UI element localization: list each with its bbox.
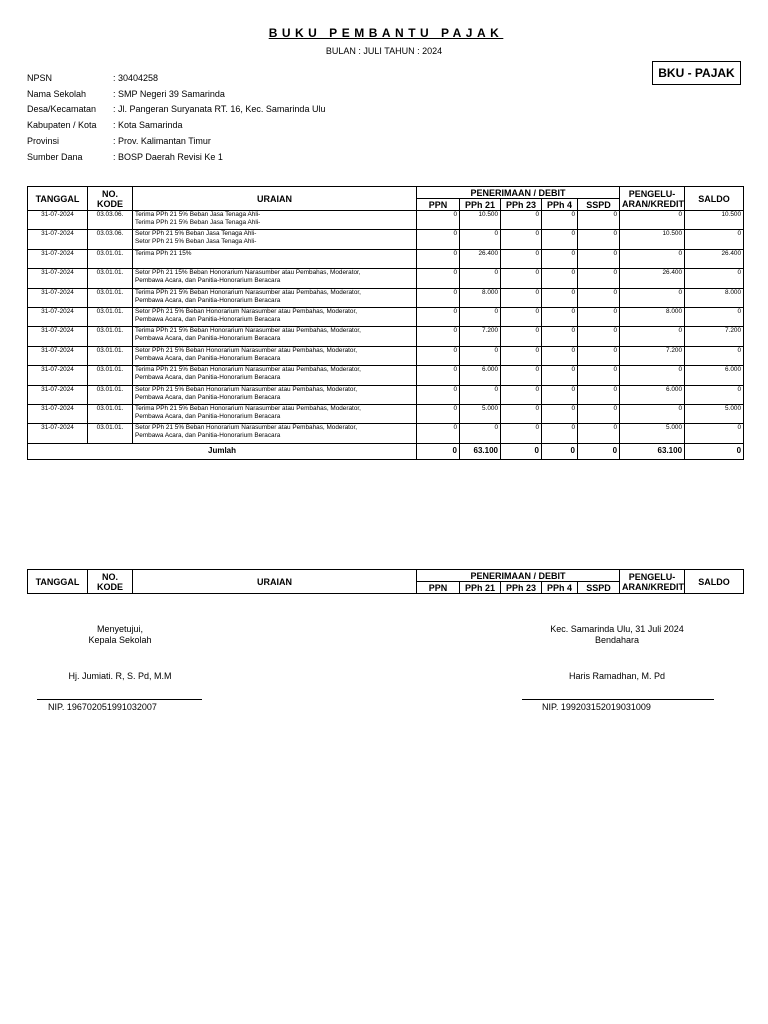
- total-pph4: 0: [542, 443, 578, 459]
- cell-tanggal: 31-07-2024: [28, 307, 88, 326]
- cell-kode: 03.01.01.: [88, 269, 133, 288]
- cell-saldo: 26.400: [685, 249, 744, 268]
- treasurer-nip: NIP. 199203152019031009: [542, 702, 651, 712]
- col-pengeluaran: PENGELU- ARAN/KREDIT: [620, 570, 685, 594]
- cell-uraian: Setor PPh 21 5% Beban Honorarium Narasumber atau Pembahas, Moderator, Pembawa Acara, dan Panitia-Honorarium Beracara: [133, 307, 417, 326]
- table-row: [28, 288, 744, 307]
- treasurer-name: Haris Ramadhan, M. Pd: [568, 671, 666, 681]
- cell-sspd: 0: [578, 307, 620, 326]
- cell-pph4: 0: [542, 327, 578, 346]
- principal-nip: NIP. 196702051991032007: [48, 702, 157, 712]
- info-value: : 30404258: [113, 72, 159, 83]
- col-pph21: PPh 21: [460, 582, 501, 594]
- cell-sspd: 0: [578, 385, 620, 404]
- page-title: BUKU PEMBANTU PAJAK: [268, 26, 504, 40]
- cell-kredit: 0: [620, 249, 685, 268]
- col-pph21: PPh 21: [460, 199, 501, 211]
- cell-pph21: 26.400: [460, 249, 501, 268]
- col-pph4: PPh 4: [542, 199, 578, 211]
- info-label: Kabupaten / Kota: [27, 120, 97, 131]
- cell-pph4: 0: [542, 249, 578, 268]
- cell-tanggal: 31-07-2024: [28, 385, 88, 404]
- table-row: [28, 269, 744, 288]
- col-uraian: URAIAN: [133, 187, 417, 211]
- col-uraian: URAIAN: [133, 570, 417, 594]
- total-kredit: 63.100: [620, 443, 685, 459]
- cell-uraian: Terima PPh 21 5% Beban Honorarium Narasumber atau Pembahas, Moderator, Pembawa Acara, dan Panitia-Honorarium Beracara: [133, 288, 417, 307]
- cell-pph21: 10.500: [460, 211, 501, 230]
- table-row: [28, 385, 744, 404]
- cell-sspd: 0: [578, 211, 620, 230]
- cell-pph23: 0: [501, 424, 542, 443]
- cell-pph23: 0: [501, 385, 542, 404]
- table-row: [28, 249, 744, 268]
- cell-pph4: 0: [542, 307, 578, 326]
- period-subtitle: BULAN : JULI TAHUN : 2024: [325, 46, 443, 56]
- treasurer-block: Kec. Samarinda Ulu, 31 Juli 2024 Bendahara: [550, 624, 684, 645]
- info-label: Desa/Kecamatan: [27, 104, 97, 115]
- cell-kode: 03.01.01.: [88, 307, 133, 326]
- info-row: [27, 133, 325, 149]
- total-label: Jumlah: [28, 443, 417, 459]
- col-pph4: PPh 4: [542, 582, 578, 594]
- cell-pph4: 0: [542, 385, 578, 404]
- cell-tanggal: 31-07-2024: [28, 269, 88, 288]
- info-row: [27, 117, 325, 133]
- empty-ledger-table: [27, 569, 744, 594]
- cell-saldo: 0: [685, 346, 744, 365]
- info-label: Nama Sekolah: [27, 88, 87, 99]
- cell-saldo: 6.000: [685, 366, 744, 385]
- col-pph23: PPh 23: [501, 199, 542, 211]
- cell-ppn: 0: [417, 424, 460, 443]
- cell-pph4: 0: [542, 424, 578, 443]
- cell-saldo: 0: [685, 269, 744, 288]
- total-pph21: 63.100: [460, 443, 501, 459]
- cell-pph4: 0: [542, 230, 578, 249]
- cell-ppn: 0: [417, 269, 460, 288]
- cell-sspd: 0: [578, 288, 620, 307]
- tax-ledger-table: [27, 186, 744, 460]
- cell-kredit: 0: [620, 288, 685, 307]
- cell-ppn: 0: [417, 288, 460, 307]
- cell-kredit: 0: [620, 327, 685, 346]
- cell-kode: 03.01.01.: [88, 288, 133, 307]
- col-kode: NO. KODE: [88, 570, 133, 594]
- col-penerimaan: PENERIMAAN / DEBIT: [417, 187, 620, 199]
- cell-kode: 03.01.01.: [88, 249, 133, 268]
- cell-pph21: 0: [460, 269, 501, 288]
- cell-ppn: 0: [417, 249, 460, 268]
- info-label: NPSN: [27, 72, 53, 83]
- cell-kredit: 5.000: [620, 424, 685, 443]
- cell-uraian: Terima PPh 21 5% Beban Honorarium Narasumber atau Pembahas, Moderator, Pembawa Acara, dan Panitia-Honorarium Beracara: [133, 404, 417, 423]
- col-penerimaan: PENERIMAAN / DEBIT: [417, 570, 620, 582]
- cell-saldo: 0: [685, 230, 744, 249]
- cell-kredit: 0: [620, 404, 685, 423]
- cell-sspd: 0: [578, 424, 620, 443]
- cell-pph4: 0: [542, 366, 578, 385]
- cell-saldo: 0: [685, 424, 744, 443]
- col-sspd: SSPD: [578, 199, 620, 211]
- cell-kode: 03.01.01.: [88, 404, 133, 423]
- cell-pph21: 0: [460, 230, 501, 249]
- info-row: [27, 102, 325, 118]
- cell-kode: 03.03.06.: [88, 211, 133, 230]
- cell-saldo: 0: [685, 385, 744, 404]
- cell-ppn: 0: [417, 327, 460, 346]
- cell-tanggal: 31-07-2024: [28, 404, 88, 423]
- table-row: [28, 366, 744, 385]
- cell-ppn: 0: [417, 346, 460, 365]
- cell-pph21: 8.000: [460, 288, 501, 307]
- cell-ppn: 0: [417, 385, 460, 404]
- principal-signature-line: [37, 699, 202, 700]
- cell-pph21: 6.000: [460, 366, 501, 385]
- cell-kode: 03.01.01.: [88, 346, 133, 365]
- cell-saldo: 7.200: [685, 327, 744, 346]
- col-kode: NO. KODE: [88, 187, 133, 211]
- total-ppn: 0: [417, 443, 460, 459]
- cell-pph23: 0: [501, 327, 542, 346]
- cell-pph23: 0: [501, 366, 542, 385]
- document-type-badge: BKU - PAJAK: [652, 61, 741, 85]
- cell-kode: 03.01.01.: [88, 385, 133, 404]
- col-saldo: SALDO: [685, 570, 744, 594]
- cell-pph4: 0: [542, 404, 578, 423]
- info-value: : BOSP Daerah Revisi Ke 1: [113, 151, 223, 162]
- info-value: : Kota Samarinda: [113, 120, 183, 131]
- cell-kredit: 8.000: [620, 307, 685, 326]
- cell-sspd: 0: [578, 404, 620, 423]
- cell-pph4: 0: [542, 269, 578, 288]
- table-row: [28, 307, 744, 326]
- total-row: [28, 443, 744, 459]
- cell-kode: 03.01.01.: [88, 424, 133, 443]
- cell-pph23: 0: [501, 404, 542, 423]
- info-row: [27, 70, 325, 86]
- cell-pph21: 7.200: [460, 327, 501, 346]
- table-row: [28, 346, 744, 365]
- treasurer-signature-line: [522, 699, 714, 700]
- cell-tanggal: 31-07-2024: [28, 327, 88, 346]
- cell-kredit: 26.400: [620, 269, 685, 288]
- cell-saldo: 0: [685, 307, 744, 326]
- cell-uraian: Terima PPh 21 5% Beban Honorarium Narasumber atau Pembahas, Moderator, Pembawa Acara, dan Panitia-Honorarium Beracara: [133, 327, 417, 346]
- cell-kredit: 6.000: [620, 385, 685, 404]
- cell-pph21: 0: [460, 346, 501, 365]
- cell-uraian: Setor PPh 21 15% Beban Honorarium Narasumber atau Pembahas, Moderator, Pembawa Acara, dan Panitia-Honorarium Beracara: [133, 269, 417, 288]
- cell-tanggal: 31-07-2024: [28, 424, 88, 443]
- cell-sspd: 0: [578, 230, 620, 249]
- total-pph23: 0: [501, 443, 542, 459]
- info-label: Provinsi: [27, 136, 60, 147]
- info-value: : Prov. Kalimantan Timur: [113, 136, 211, 147]
- cell-uraian: Terima PPh 21 5% Beban Jasa Tenaga Ahli- Terima PPh 21 5% Beban Jasa Tenaga Ahli-: [133, 211, 417, 230]
- info-label: Sumber Dana: [27, 151, 83, 162]
- info-row: [27, 86, 325, 102]
- cell-uraian: Terima PPh 21 5% Beban Honorarium Narasumber atau Pembahas, Moderator, Pembawa Acara, dan Panitia-Honorarium Beracara: [133, 366, 417, 385]
- cell-kode: 03.01.01.: [88, 366, 133, 385]
- cell-kredit: 0: [620, 366, 685, 385]
- table-row: [28, 327, 744, 346]
- total-saldo: 0: [685, 443, 744, 459]
- total-sspd: 0: [578, 443, 620, 459]
- info-value: : SMP Negeri 39 Samarinda: [113, 88, 225, 99]
- school-info: [27, 70, 325, 165]
- cell-pph23: 0: [501, 249, 542, 268]
- cell-sspd: 0: [578, 346, 620, 365]
- cell-pph21: 0: [460, 307, 501, 326]
- cell-pph23: 0: [501, 211, 542, 230]
- cell-tanggal: 31-07-2024: [28, 346, 88, 365]
- cell-pph23: 0: [501, 307, 542, 326]
- cell-pph23: 0: [501, 230, 542, 249]
- cell-sspd: 0: [578, 327, 620, 346]
- cell-ppn: 0: [417, 211, 460, 230]
- cell-ppn: 0: [417, 404, 460, 423]
- info-value: : Jl. Pangeran Suryanata RT. 16, Kec. Samarinda Ulu: [113, 104, 326, 115]
- cell-pph4: 0: [542, 288, 578, 307]
- cell-pph4: 0: [542, 211, 578, 230]
- cell-tanggal: 31-07-2024: [28, 249, 88, 268]
- cell-tanggal: 31-07-2024: [28, 211, 88, 230]
- col-ppn: PPN: [417, 582, 460, 594]
- cell-saldo: 10.500: [685, 211, 744, 230]
- col-sspd: SSPD: [578, 582, 620, 594]
- cell-saldo: 8.000: [685, 288, 744, 307]
- cell-pph23: 0: [501, 269, 542, 288]
- table-row: [28, 424, 744, 443]
- principal-name: Hj. Jumiati. R, S. Pd, M.M: [68, 671, 172, 681]
- cell-kredit: 10.500: [620, 230, 685, 249]
- cell-kode: 03.03.06.: [88, 230, 133, 249]
- cell-kode: 03.01.01.: [88, 327, 133, 346]
- table-row: [28, 404, 744, 423]
- col-ppn: PPN: [417, 199, 460, 211]
- cell-sspd: 0: [578, 269, 620, 288]
- cell-uraian: Setor PPh 21 5% Beban Honorarium Narasumber atau Pembahas, Moderator, Pembawa Acara, dan Panitia-Honorarium Beracara: [133, 346, 417, 365]
- cell-pph21: 0: [460, 424, 501, 443]
- col-pph23: PPh 23: [501, 582, 542, 594]
- col-saldo: SALDO: [685, 187, 744, 211]
- cell-kredit: 7.200: [620, 346, 685, 365]
- cell-pph21: 5.000: [460, 404, 501, 423]
- approval-block: Menyetujui, Kepala Sekolah: [88, 624, 152, 645]
- table-row: [28, 230, 744, 249]
- cell-kredit: 0: [620, 211, 685, 230]
- cell-sspd: 0: [578, 249, 620, 268]
- cell-uraian: Setor PPh 21 5% Beban Honorarium Narasumber atau Pembahas, Moderator, Pembawa Acara, dan Panitia-Honorarium Beracara: [133, 385, 417, 404]
- col-tanggal: TANGGAL: [28, 570, 88, 594]
- cell-saldo: 5.000: [685, 404, 744, 423]
- col-pengeluaran: PENGELU- ARAN/KREDIT: [620, 187, 685, 211]
- cell-pph23: 0: [501, 288, 542, 307]
- cell-ppn: 0: [417, 230, 460, 249]
- cell-sspd: 0: [578, 366, 620, 385]
- cell-uraian: Terima PPh 21 15%: [133, 249, 417, 268]
- table-row: [28, 211, 744, 230]
- cell-tanggal: 31-07-2024: [28, 366, 88, 385]
- cell-uraian: Setor PPh 21 5% Beban Jasa Tenaga Ahli- Setor PPh 21 5% Beban Jasa Tenaga Ahli-: [133, 230, 417, 249]
- info-row: [27, 149, 325, 165]
- cell-pph21: 0: [460, 385, 501, 404]
- col-tanggal: TANGGAL: [28, 187, 88, 211]
- cell-pph4: 0: [542, 346, 578, 365]
- cell-tanggal: 31-07-2024: [28, 288, 88, 307]
- cell-pph23: 0: [501, 346, 542, 365]
- cell-tanggal: 31-07-2024: [28, 230, 88, 249]
- cell-ppn: 0: [417, 307, 460, 326]
- cell-ppn: 0: [417, 366, 460, 385]
- cell-uraian: Setor PPh 21 5% Beban Honorarium Narasumber atau Pembahas, Moderator, Pembawa Acara, dan Panitia-Honorarium Beracara: [133, 424, 417, 443]
